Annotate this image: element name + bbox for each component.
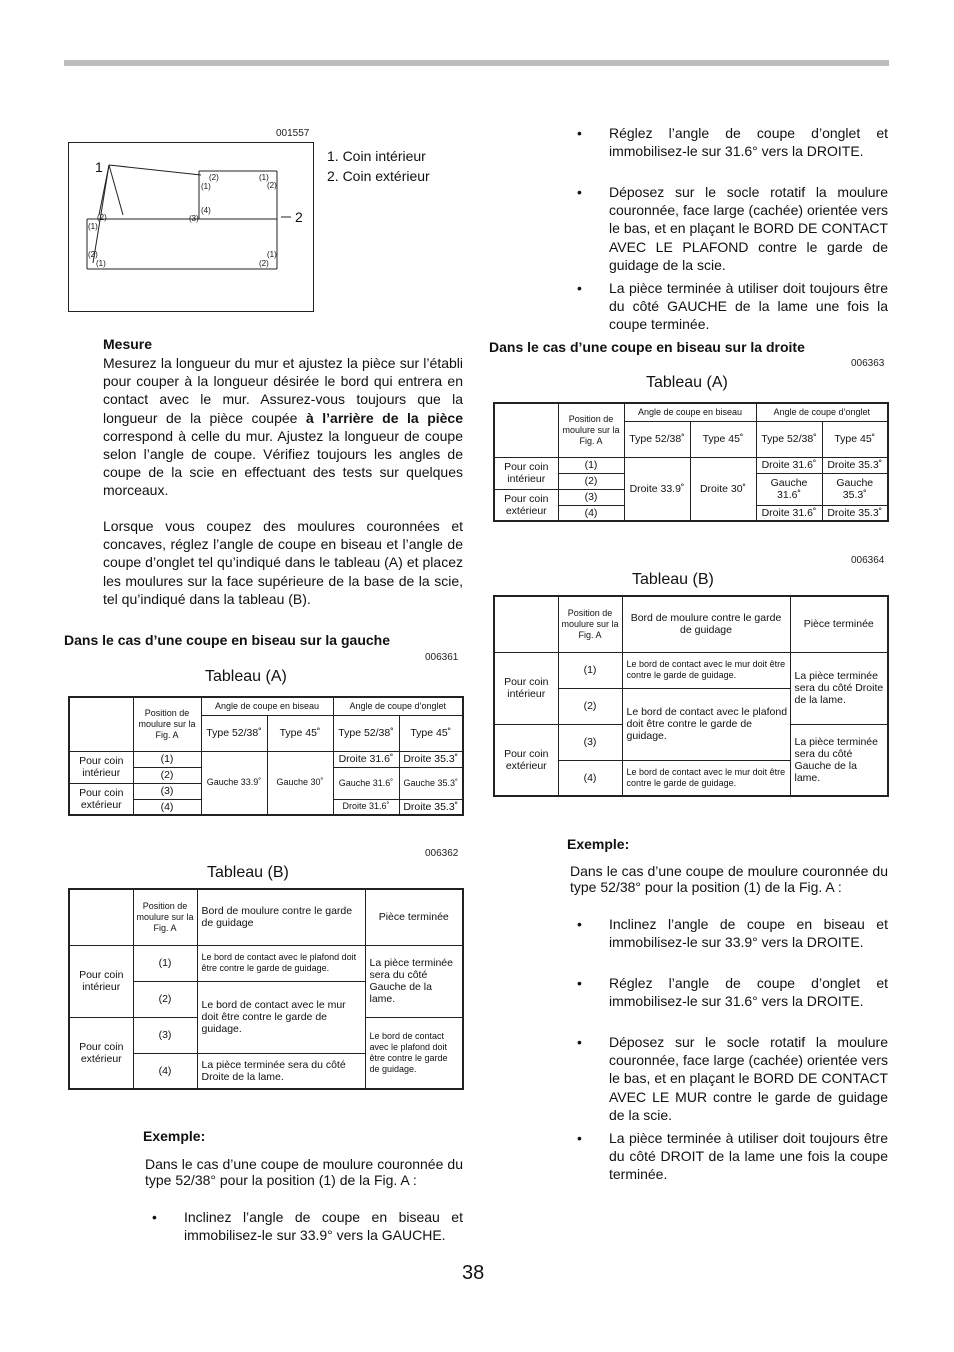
biseau-52-cell: Gauche 33.9˚ [201, 751, 267, 815]
row-label-exterieur: Pour coin extérieur [494, 489, 558, 521]
code-006361: 006361 [425, 652, 459, 663]
bullet-text: Déposez sur le socle rotatif la moulure couronnée, face large (cachée) orientée vers le bas, et en plaçant le BORD DE CONTACT AVEC LE PLAFOND contre le garde de guidage de la scie. [609, 184, 888, 273]
header-biseau: Angle de coupe en biseau [201, 697, 333, 715]
header-type1: Type 52/38˚ [333, 715, 399, 751]
code-006363: 006363 [851, 358, 885, 369]
mesure-bold-text: à l’arrière de la pièce [305, 409, 463, 426]
header-type2: Type 45˚ [267, 715, 333, 751]
position-cell: (2) [133, 767, 201, 783]
fig-label: (1) [88, 222, 98, 231]
onglet-52-cell: Droite 31.6˚ [756, 505, 822, 521]
position-cell: (3) [133, 783, 201, 799]
right-table-a [493, 402, 889, 522]
biseau-52-cell: Droite 33.9˚ [624, 457, 690, 521]
fig-label: (1) [267, 250, 277, 259]
bullet-dot: • [577, 125, 582, 141]
piece-cell: La pièce terminée sera du côté Droite de la lame. [790, 652, 888, 724]
figure-number-1: 1 [95, 159, 103, 175]
fig-label: (2) [97, 213, 107, 222]
page-number: 38 [462, 1262, 485, 1284]
bullet-dot: • [577, 1034, 582, 1050]
figure-a [68, 142, 314, 312]
header-bord: Bord de moulure contre le garde de guidage [197, 889, 365, 945]
row-label-interieur: Pour coin intérieur [69, 945, 133, 1017]
position-cell: (2) [133, 981, 197, 1017]
header-piece: Pièce terminée [365, 889, 463, 945]
position-cell: (4) [133, 1053, 197, 1089]
row-label-interieur: Pour coin intérieur [69, 751, 133, 783]
onglet-52-cell: Gauche 31.6˚ [756, 473, 822, 505]
position-cell: (1) [558, 652, 622, 688]
bullet-text: Réglez l’angle de coupe d’onglet et immobilisez-le sur 31.6° vers la DROITE. [609, 975, 888, 1010]
header-type2: Type 45˚ [690, 421, 756, 457]
piece-cell: Le bord de contact avec le plafond doit être contre le garde de guidage. [365, 1017, 463, 1089]
empty-cell [494, 403, 558, 457]
bullet-dot: • [577, 280, 582, 296]
header-position: Position de moulure sur la Fig. A [133, 697, 201, 751]
biseau-45-cell: Gauche 30˚ [267, 751, 333, 815]
figure-drawing [69, 143, 313, 311]
bullet-text: Inclinez l’angle de coupe en biseau et immobilisez-le sur 33.9° vers la GAUCHE. [184, 1209, 463, 1244]
code-006362: 006362 [425, 848, 459, 859]
biseau-45-cell: Droite 30˚ [690, 457, 756, 521]
fig-label: (1) [259, 173, 269, 182]
header-position: Position de moulure sur la Fig. A [558, 403, 624, 457]
onglet-45-cell: Gauche 35.3˚ [822, 473, 888, 505]
legend-item-1: 1. Coin intérieur [327, 148, 426, 164]
header-type2: Type 45˚ [399, 715, 463, 751]
bord-cell: Le bord de contact avec le plafond doit être contre le garde de guidage. [622, 688, 790, 760]
header-type2: Type 45˚ [822, 421, 888, 457]
mesure-text: Mesurez la longueur du mur et ajustez la pièce sur l’établi pour couper à la longueur désirée le bord qui entrera en contact avec le mur. Assurez-vous toujours que la longueur de la pièce coupée [103, 355, 463, 426]
mesure-paragraph-2: Lorsque vous coupez des moulures couronnées et concaves, réglez l’angle de coupe en biseau et l’angle de coupe d’onglet tel qu’indiqué dans le tableau (A) et placez les moulures sur la face supérieure de la base de la scie, tel qu’indiqué dans la tableau (B). [103, 518, 463, 607]
row-label-exterieur: Pour coin extérieur [494, 724, 558, 796]
fig-label: (3) [189, 214, 199, 223]
bord-cell: Le bord de contact avec le plafond doit être contre le garde de guidage. [197, 945, 365, 981]
bullet-text: Déposez sur le socle rotatif la moulure couronnée, face large (cachée) orientée vers le bas, et en plaçant le BORD DE CONTACT AVEC LE MUR contre le garde de guidage de la scie. [609, 1034, 888, 1123]
position-cell: (1) [133, 751, 201, 767]
right-tableau-b-title: Tableau (B) [632, 571, 714, 588]
position-cell: (3) [133, 1017, 197, 1053]
left-heading: Dans le cas d’une coupe en biseau sur la gauche [64, 632, 390, 648]
right-table-b [493, 595, 889, 797]
fig-label: (2) [259, 259, 269, 268]
left-table-b [68, 888, 464, 1090]
bullet-text: La pièce terminée à utiliser doit toujours être du côté GAUCHE de la lame une fois la coupe terminée. [609, 280, 888, 333]
position-cell: (2) [558, 688, 622, 724]
left-table-a [68, 696, 464, 816]
header-bord: Bord de moulure contre le garde de guidage [622, 596, 790, 652]
figure-code: 001557 [276, 128, 310, 139]
position-cell: (4) [558, 760, 622, 796]
bullet-dot: • [152, 1209, 157, 1225]
onglet-45-cell: Droite 35.3˚ [822, 457, 888, 473]
right-heading: Dans le cas d’une coupe en biseau sur la droite [489, 339, 805, 355]
bullet-dot: • [577, 184, 582, 200]
header-type1: Type 52/38˚ [756, 421, 822, 457]
row-label-interieur: Pour coin intérieur [494, 652, 558, 724]
header-rule [64, 60, 889, 66]
fig-label: (2) [88, 250, 98, 259]
onglet-45-cell: Gauche 35.3˚ [399, 767, 463, 799]
bullet-dot: • [577, 916, 582, 932]
mesure-paragraph-1 [103, 354, 463, 500]
piece-cell: La pièce terminée sera du côté Gauche de la lame. [790, 724, 888, 796]
left-tableau-a-title: Tableau (A) [205, 668, 287, 685]
position-cell: (1) [133, 945, 197, 981]
position-cell: (4) [133, 799, 201, 815]
header-position: Position de moulure sur la Fig. A [558, 596, 622, 652]
bord-cell: La pièce terminée sera du côté Droite de la lame. [197, 1053, 365, 1089]
position-cell: (4) [558, 505, 624, 521]
mesure-text: correspond à celle du mur. Ajustez la longueur de coupe selon l’angle de coupe. Vérifiez toujours les angles de coupe de la scie en effectuant des tests sur quelques morceaux. [103, 427, 463, 499]
fig-label: (4) [201, 206, 211, 215]
header-onglet: Angle de coupe d’onglet [333, 697, 463, 715]
onglet-52-cell: Droite 31.6˚ [333, 751, 399, 767]
left-exemple-text: Dans le cas d’une coupe de moulure couronnée du type 52/38° pour la position (1) de la Fig. A : [145, 1156, 463, 1188]
empty-cell [69, 889, 133, 945]
empty-cell [69, 697, 133, 751]
mesure-title: Mesure [103, 336, 153, 352]
right-tableau-a-title: Tableau (A) [646, 374, 728, 391]
legend-item-2: 2. Coin extérieur [327, 168, 430, 184]
row-label-exterieur: Pour coin extérieur [69, 783, 133, 815]
header-type1: Type 52/38˚ [201, 715, 267, 751]
right-exemple-text: Dans le cas d’une coupe de moulure couronnée du type 52/38° pour la position (1) de la Fig. A : [570, 863, 888, 895]
code-006364: 006364 [851, 555, 885, 566]
header-piece: Pièce terminée [790, 596, 888, 652]
onglet-45-cell: Droite 35.3˚ [822, 505, 888, 521]
empty-cell [494, 596, 558, 652]
onglet-52-cell: Droite 31.6˚ [333, 799, 399, 815]
position-cell: (3) [558, 724, 622, 760]
fig-label: (1) [201, 182, 211, 191]
onglet-52-cell: Droite 31.6˚ [756, 457, 822, 473]
bullet-text: La pièce terminée à utiliser doit toujours être du côté DROIT de la lame une fois la coupe terminée. [609, 1130, 888, 1183]
bord-cell: Le bord de contact avec le mur doit être contre le garde de guidage. [197, 981, 365, 1053]
fig-label: (1) [96, 259, 106, 268]
onglet-45-cell: Droite 35.3˚ [399, 799, 463, 815]
header-biseau: Angle de coupe en biseau [624, 403, 756, 421]
position-cell: (2) [558, 473, 624, 489]
onglet-45-cell: Droite 35.3˚ [399, 751, 463, 767]
bord-cell: Le bord de contact avec le mur doit être contre le garde de guidage. [622, 652, 790, 688]
left-exemple-title: Exemple: [143, 1128, 206, 1144]
row-label-interieur: Pour coin intérieur [494, 457, 558, 489]
figure-legend [327, 146, 430, 186]
fig-label: (2) [267, 181, 277, 190]
bullet-dot: • [577, 975, 582, 991]
onglet-52-cell: Gauche 31.6˚ [333, 767, 399, 799]
header-onglet: Angle de coupe d’onglet [756, 403, 888, 421]
fig-label: (2) [209, 173, 219, 182]
piece-cell: La pièce terminée sera du côté Gauche de la lame. [365, 945, 463, 1017]
header-position: Position de moulure sur la Fig. A [133, 889, 197, 945]
header-type1: Type 52/38˚ [624, 421, 690, 457]
figure-number-2: 2 [295, 209, 303, 225]
right-exemple-title: Exemple: [567, 836, 630, 852]
bullet-dot: • [577, 1130, 582, 1146]
row-label-exterieur: Pour coin extérieur [69, 1017, 133, 1089]
bord-cell: Le bord de contact avec le mur doit être contre le garde de guidage. [622, 760, 790, 796]
bullet-text: Inclinez l’angle de coupe en biseau et immobilisez-le sur 33.9° vers la DROITE. [609, 916, 888, 951]
bullet-text: Réglez l’angle de coupe d’onglet et immobilisez-le sur 31.6° vers la DROITE. [609, 125, 888, 160]
left-tableau-b-title: Tableau (B) [207, 864, 289, 881]
position-cell: (1) [558, 457, 624, 473]
position-cell: (3) [558, 489, 624, 505]
